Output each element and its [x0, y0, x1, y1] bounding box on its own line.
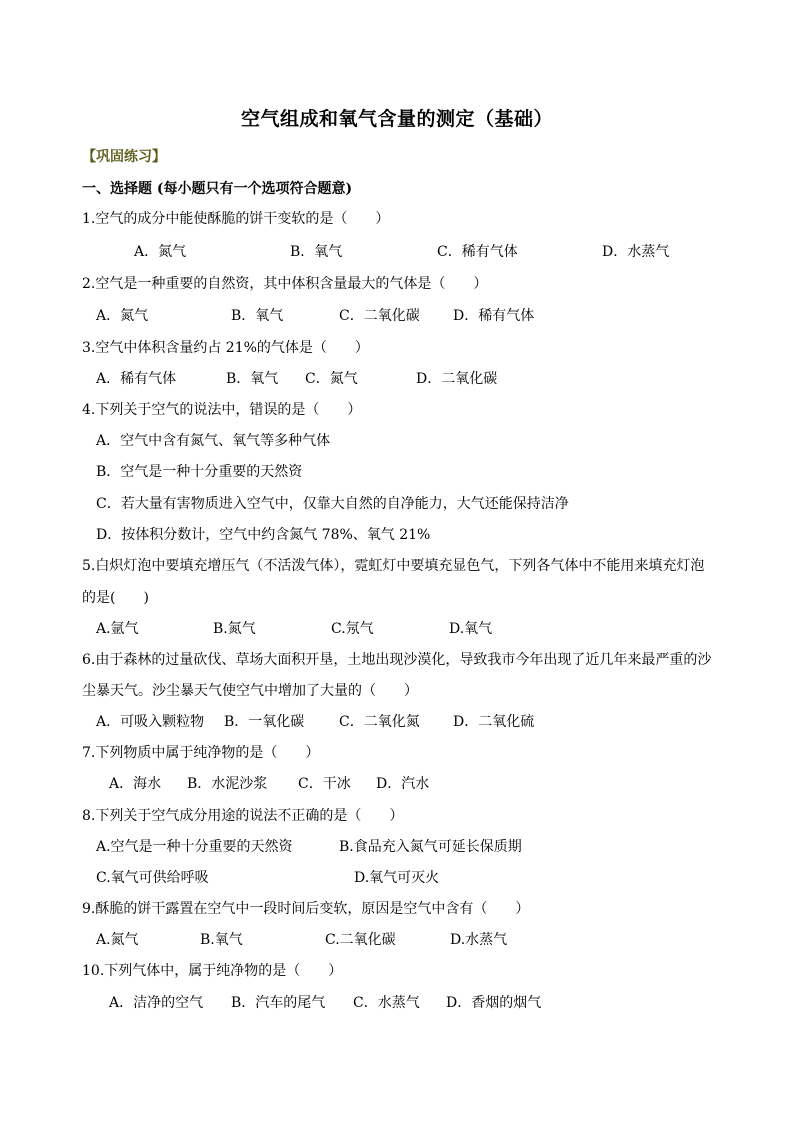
question-9-option-d: D.水蒸气 [450, 932, 508, 948]
question-5-stem: 5.白炽灯泡中要填充增压气（不活泼气体），霓虹灯中要填充显色气，下列各气体中不能用来填充灯泡 [82, 558, 705, 574]
question-5-option-c: C.氖气 [331, 621, 374, 637]
question-7-option-c: C．干冰 [298, 776, 351, 792]
question-3-option-c: C．氮气 [305, 371, 358, 387]
question-6-option-c: C．二氧化氮 [339, 714, 420, 730]
question-5-stem-continued: 的是( ) [82, 590, 149, 606]
question-4-stem: 4.下列关于空气的说法中，错误的是（ ） [82, 402, 362, 418]
question-5-option-b: B.氮气 [213, 621, 256, 637]
question-4-option-b: B．空气是一种十分重要的天然资 [96, 464, 303, 480]
question-10-stem: 10.下列气体中，属于纯净物的是（ ） [82, 963, 343, 979]
question-1-option-d: D．水蒸气 [602, 244, 670, 260]
section-heading: 一、选择题 (每小题只有一个选项符合题意) [82, 181, 353, 197]
question-4-option-a: A．空气中含有氮气、氧气等多种气体 [96, 433, 331, 449]
question-6-option-a: A．可吸入颗粒物 [96, 714, 205, 730]
question-10-option-c: C．水蒸气 [353, 995, 420, 1011]
question-7-option-d: D．汽水 [376, 776, 430, 792]
question-6-option-b: B．一氧化碳 [224, 714, 305, 730]
question-3-option-a: A．稀有气体 [96, 371, 177, 387]
question-1-option-a: A．氮气 [134, 244, 187, 260]
question-9-option-a: A.氮气 [96, 932, 139, 948]
question-5-option-a: A.氩气 [96, 621, 139, 637]
question-1-option-c: C．稀有气体 [437, 244, 518, 260]
question-3-option-d: D．二氧化碳 [416, 371, 498, 387]
question-2-option-c: C．二氧化碳 [339, 308, 420, 324]
question-8-option-c: C.氧气可供给呼吸 [96, 870, 209, 886]
question-7-stem: 7.下列物质中属于纯净物的是（ ） [82, 745, 320, 761]
question-2-option-d: D．稀有气体 [453, 308, 535, 324]
question-9-stem: 9.酥脆的饼干露置在空气中一段时间后变软，原因是空气中含有（ ） [82, 901, 530, 917]
question-3-stem: 3.空气中体积含量约占 21%的气体是（ ） [82, 340, 369, 356]
question-6-stem: 6.由于森林的过量砍伐、草场大面积开垦，土地出现沙漠化，导致我市今年出现了近几年来最严重的沙 [82, 652, 712, 668]
question-10-option-b: B．汽车的尾气 [231, 995, 326, 1011]
question-8-option-d: D.氧气可灭火 [354, 870, 440, 886]
question-8-stem: 8.下列关于空气成分用途的说法不正确的是（ ） [82, 808, 404, 824]
question-1-option-b: B．氧气 [290, 244, 343, 260]
question-9-option-b: B.氧气 [200, 932, 243, 948]
question-3-option-b: B．氧气 [226, 371, 279, 387]
question-2-option-b: B．氧气 [231, 308, 284, 324]
question-2-stem: 2.空气是一种重要的自然资，其中体积含量最大的气体是（ ） [82, 276, 488, 292]
question-10-option-d: D．香烟的烟气 [446, 995, 542, 1011]
question-7-option-a: A．海水 [109, 776, 162, 792]
question-6-option-d: D．二氧化硫 [453, 714, 535, 730]
question-6-stem-continued: 尘暴天气。沙尘暴天气使空气中增加了大量的（ ） [82, 683, 418, 699]
question-9-option-c: C.二氧化碳 [325, 932, 396, 948]
document-title: 空气组成和氧气含量的测定（基础） [240, 108, 553, 130]
question-4-option-d: D．按体积分数计，空气中约含氮气 78%、氧气 21% [96, 527, 431, 543]
question-7-option-b: B．水泥沙浆 [187, 776, 268, 792]
question-8-option-b: B.食品充入氮气可延长保质期 [339, 839, 522, 855]
section-tag: 【巩固练习】 [82, 149, 166, 165]
question-4-option-c: C．若大量有害物质进入空气中，仅靠大自然的自净能力，大气还能保持洁净 [96, 496, 569, 512]
question-8-option-a: A.空气是一种十分重要的天然资 [96, 839, 293, 855]
question-1-stem: 1.空气的成分中能使酥脆的饼干变软的是（ ） [82, 211, 390, 227]
question-5-option-d: D.氧气 [449, 621, 493, 637]
question-10-option-a: A．洁净的空气 [109, 995, 204, 1011]
question-2-option-a: A．氮气 [96, 308, 149, 324]
